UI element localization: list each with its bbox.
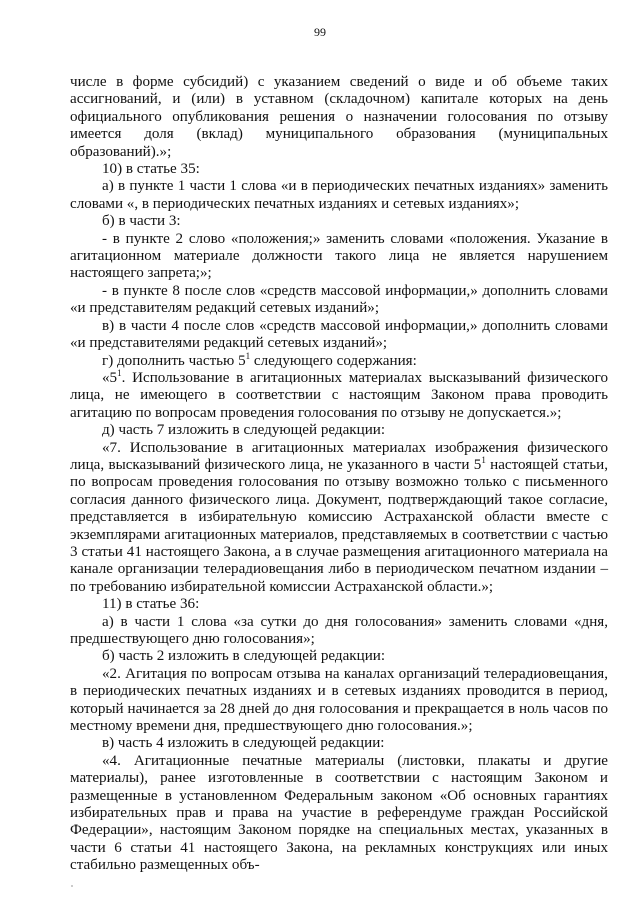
paragraph-11-superscript: 1	[481, 454, 486, 465]
paragraph-8-text-after: следующего содержания:	[250, 352, 417, 369]
paragraph-6	[70, 283, 608, 318]
document-body	[70, 74, 608, 875]
paragraph-9-text: «5	[102, 369, 118, 386]
paragraph-13-text: а) в части 1 слова «за сутки до дня голосования» заменить словами «дня, предшествующего дню голосования»;	[70, 613, 608, 647]
paragraph-9-text-after: . Использование в агитационных материалах высказываний физического лица, не имеющего в соответствии с настоящим Законом права проводить агитацию по вопросам проведения голосования по отзыву не допускается.»;	[70, 369, 608, 421]
paragraph-14-text: б) часть 2 изложить в следующей редакции:	[102, 648, 386, 665]
paragraph-6-text: - в пункте 8 после слов «средств массовой информации,» дополнить словами «и представителям редакций сетевых изданий»;	[70, 282, 608, 317]
paragraph-12	[70, 596, 608, 613]
paragraph-8	[70, 350, 608, 370]
paragraph-3-text: а) в пункте 1 части 1 слова «и в периодических печатных изданиях» заменить словами «, в периодических печатных изданиях и сетевых изданиях»;	[70, 178, 608, 212]
paragraph-9-superscript: 1	[117, 367, 122, 378]
paragraph-7	[70, 318, 608, 353]
paragraph-5-text: - в пункте 2 слово «положения;» заменить словами «положения. Указание в агитационном материале должности такого лица не является нарушением настоящего запрета;»;	[70, 230, 608, 282]
paragraph-7-text: в) в части 4 после слов «средств массовой информации,» дополнить словами «и представителями редакций сетевых изданий»;	[70, 317, 608, 352]
paragraph-16-text: в) часть 4 изложить в следующей редакции:	[102, 735, 385, 752]
paragraph-17	[70, 753, 608, 875]
paragraph-8-superscript: 1	[245, 350, 251, 361]
paragraph-11-text-after: настоящей статьи, по вопросам проведения голосования по отзыву возможно только с письменного согласия данного физического лица. Документ, подтверждающий такое согласие, представляется в избирательную комиссию Астраханской области вместе с экземплярами агитационных материалов, представляемых в соответствии с частью 3 статьи 41 настоящего Закона, а в случае размещения агитационного материала на канале организации телерадиовещания либо в периодическом печатном издании – по требованию избирательной комиссии Астраханской области.»;	[70, 456, 609, 595]
paragraph-11-text: «7. Использование в агитационных материалах изображения физического лица, высказываний физического лица, не указанного в части 5	[70, 439, 608, 473]
paragraph-15	[70, 666, 608, 736]
paragraph-1-text: числе в форме субсидий) с указанием сведений о виде и об объеме таких ассигнований, и (или) в уставном (складочном) капитале которых на день официального опубликования решения о назначении голосования по отзыву имеется доля (вклад) муниципального образования (муниципальных образований).»;	[70, 74, 608, 160]
paragraph-15-text: «2. Агитация по вопросам отзыва на каналах организаций телерадиовещания, в периодических печатных изданиях и в сетевых изданиях проводится в период, который начинается за 28 дней до дня голосования и прекращается в ноль часов по местному времени дня, предшествующего дню голосования.»;	[70, 665, 608, 735]
paragraph-16	[70, 735, 608, 752]
paragraph-5	[70, 231, 608, 283]
paragraph-1	[70, 74, 608, 161]
paragraph-8-text: г) дополнить частью 5	[102, 352, 246, 369]
paragraph-17-text: «4. Агитационные печатные материалы (листовки, плакаты и другие материалы), ранее изготовленные в соответствии с настоящим Законом и размещенные в установленном Федеральным законом «Об основных гарантиях избирательных прав и права на участие в референдуме граждан Российской Федерации», настоящим Законом порядке на специальных местах, указанных в части 6 статьи 41 настоящего Закона, на рекламных конструкциях или иных стабильно размещенных объ-	[70, 752, 608, 874]
paragraph-10	[70, 422, 608, 439]
scan-speck-mark	[70, 884, 74, 888]
paragraph-10-text: д) часть 7 изложить в следующей редакции:	[102, 422, 386, 439]
paragraph-4	[70, 213, 608, 230]
paragraph-12-text: 11) в статье 36:	[102, 596, 200, 613]
page-number: 99	[314, 25, 326, 39]
paragraph-11	[70, 440, 608, 597]
paragraph-3	[70, 178, 608, 213]
paragraph-9	[70, 367, 608, 422]
paragraph-2-text: 10) в статье 35:	[102, 161, 200, 178]
paragraph-2	[70, 161, 608, 178]
paragraph-14	[70, 648, 608, 665]
paragraph-13	[70, 614, 608, 649]
paragraph-4-text: б) в части 3:	[102, 213, 181, 230]
